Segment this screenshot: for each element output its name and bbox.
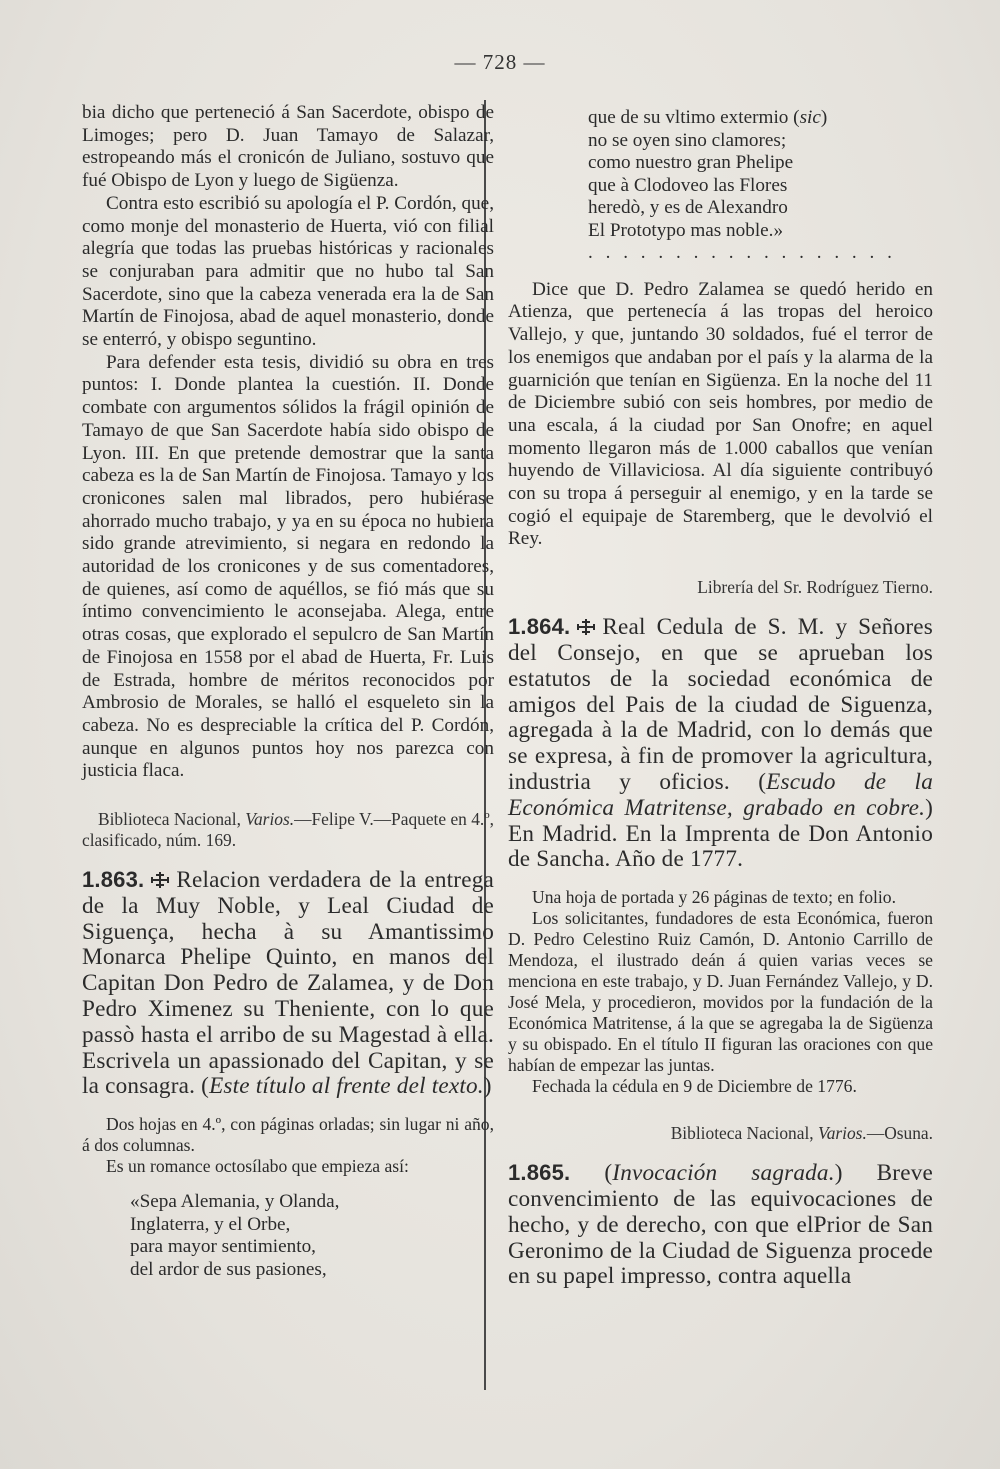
entry-number: 1.863. [82,867,145,893]
entry-number: 1.864. [508,614,571,640]
library-reference: Biblioteca Nacional, Varios.—Felipe V.—Paquete en 4.º, clasificado, núm. 169. [82,809,494,851]
verse-line: Inglaterra, y el Orbe, [130,1213,291,1235]
catalog-entry-1864: 1.864. Real Cedula de S. M. y Señores del Consejo, en que se aprueban los estatutos de la sociedad económica de amigos del Pais de la ciudad de Siguenza, agregada à la de Madrid, con lo demás que se expresa, à fin de promover la agricultura, industria y oficios. (Escudo de la Económica Matritense, grabado en cobre.) En Madrid. En la Imprenta de Don Antonio de Sancha. Año de 1777. [508,614,933,873]
page-number: — 728 — [454,50,546,74]
verse-line: para mayor sentimiento, [130,1236,316,1258]
right-column [508,107,933,1290]
verse-line: heredò, y es de Alexandro [588,197,788,218]
cross-icon [576,618,596,636]
description: Fechada la cédula en 9 de Diciembre de 1776. [532,1076,857,1097]
cross-icon [150,871,170,889]
description: Una hoja de portada y 26 páginas de texto; en folio. [532,887,896,908]
verse-block [130,1191,494,1281]
verse-line: que de su vltimo extermio (sic) [588,107,828,128]
description: Es un romance octosílabo que empieza así: [106,1156,409,1177]
paragraph: bia dicho que perteneció á San Sacerdote, obispo de Limoges; pero D. Juan Tamayo de Salazar, estropeando más el cronicón de Juliano, sostuvo que fué Obispo de Lyon y luego de Sigüenza. [82,102,494,192]
paragraph: Contra esto escribió su apología el P. Cordón, que, como monje del monasterio de Huerta, vió con filial alegría que todas las pruebas históricas y racionales se conjuraban para admitir que no hubo tal San Sacerdote, sino que la cabeza venerada era la de San Martín de Finojosa, abad de aquel monasterio, donde se enterró, y obispo seguntino. [82,192,494,351]
verse-line: que à Clodoveo las Flores [588,174,788,196]
verse-line: del ardor de sus pasiones, [130,1259,327,1281]
verse-line: El Prototypo mas noble.» [588,219,784,241]
catalog-entry-1863: 1.863. Relacion verdadera de la entrega de la Muy Noble, y Leal Ciudad de Siguença, hecha à su Amantissimo Monarca Phelipe Quinto, en manos del Capitan Don Pedro de Zalamea, y de Don Pedro Ximenez su Theniente, con lo que passò hasta el arribo de su Magestad à ella. Escrivela un apassionado del Capitan, y se la consagra. (Este título al frente del texto.) [82,867,494,1100]
library-reference: Librería del Sr. Rodríguez Tierno. [697,577,933,598]
paragraph: Para defender esta tesis, dividió su obra en tres puntos: I. Donde plantea la cuestión. II. Donde combate con argumentos sólidos la frágil opinión de Tamayo de que San Sacerdote había sido obispo de Lyon. III. En que pretende demostrar que la santa cabeza es la de San Martín de Finojosa. Tamayo y los cronicones salen mal librados, pero hubiérase ahorrado mucho trabajo, y ya en su época no hubiera sido grande atrevimiento, si negara en redondo la autoridad de los cronicones y de sus comentadores, de quienes, así como de aquéllos, se fió más que su íntimo convencimiento le aconsejaba. Alega, entre otras cosas, que explorado el sepulcro de San Martín de Finojosa en 1558 por el abad de Huerta, Fr. Luis de Estrada, hombre de méritos reconocidos por Ambrosio de Morales, se halló el esqueleto sin la cabeza. No es despreciable la crítica del P. Cordón, aunque en algunos puntos hoy nos parezca con justicia flaca. [82,351,494,782]
verse-line: no se oyen sino clamores; [588,129,787,151]
catalog-entry-1865: 1.865. (Invocación sagrada.) Breve convencimiento de las equivocaciones de hecho, y de derecho, con que elPrior de San Geronimo de la Ciudad de Siguenza procede en su papel impresso, contra aquella [508,1160,933,1290]
paragraph: Dice que D. Pedro Zalamea se quedó herido en Atienza, que pertenecía á las tropas del heroico Vallejo, y que, juntando 30 soldados, fué el terror de los enemigos que andaban por el país y la alarma de la guarnición que tenían en Sigüenza. En la noche del 11 de Diciembre subió con seis hombres, por medio de una escala, á la ciudad por San Onofre; en aquel momento llegaron más de 1.000 caballos que venían huyendo de Villaviciosa. Al día siguiente contribuyó con su tropa á perseguir al enemigo, y en la tarde se cogió el equipaje de Staremberg, que le devolvió el Rey. [508,278,933,550]
verse-line: como nuestro gran Phelipe [588,152,794,173]
library-reference: Biblioteca Nacional, Varios.—Osuna. [670,1123,933,1144]
entry-number: 1.865. [508,1160,571,1186]
left-column [82,102,494,1282]
verse-block [588,107,933,242]
verse-line: «Sepa Alemania, y Olanda, [130,1191,340,1213]
ellipsis-dots: . . . . . . . . . . . . . . . . . . [588,242,896,263]
description: Dos hojas en 4.º, con páginas orladas; sin lugar ni año, á dos columnas. [82,1114,494,1156]
description: Los solicitantes, fundadores de esta Económica, fueron D. Pedro Celestino Ruiz Camón, D. Antonio Carrillo de Mendoza, el ilustrado deán á quien varias veces se menciona en este trabajo, y D. Juan Fernández Vallejo, y D. José Mela, y procedieron, movidos por la fundación de la Económica Matritense, á la que se agregaba la de Sigüenza y su obispado. En el título II figuran las oraciones con que habían de empezar las juntas. [508,908,933,1076]
